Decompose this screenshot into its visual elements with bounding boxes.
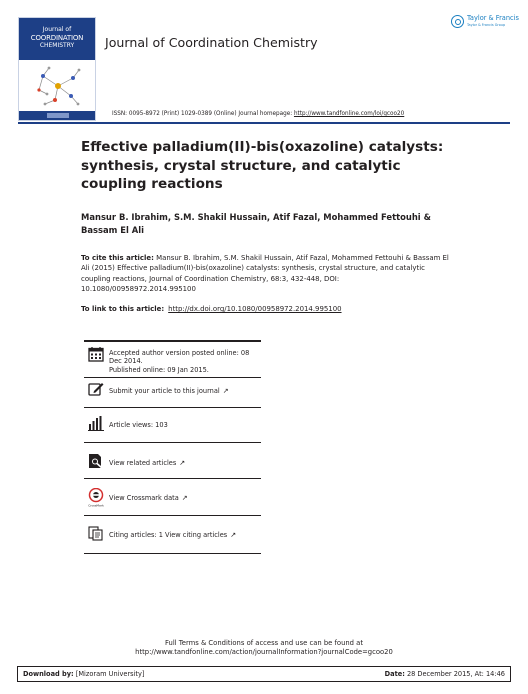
publisher-logo (451, 14, 519, 36)
citing-articles-icon (88, 525, 104, 541)
calendar-icon (88, 346, 104, 362)
article-doi-link[interactable]: http://dx.doi.org/10.1080/00958972.2014.995100 (168, 305, 342, 313)
citation-block (81, 253, 453, 294)
panel-divider (84, 407, 261, 408)
download-label: Download by: (23, 670, 74, 678)
panel-divider (84, 515, 261, 516)
accepted-date: Accepted author version posted online: 08 Dec 2014. (109, 349, 250, 366)
download-institution: [Mizoram University] (73, 670, 145, 678)
crossmark-label: View Crossmark data (109, 494, 179, 502)
panel-divider-bottom (84, 553, 261, 554)
panel-divider-top (84, 340, 261, 342)
terms-line1: Full Terms & Conditions of access and use can be found at (165, 639, 363, 647)
journal-cover-image (18, 17, 96, 121)
external-link-icon: ↗ (179, 459, 186, 467)
terms-notice (0, 639, 528, 657)
publisher-tagline: Taylor & Francis Group (467, 23, 506, 27)
citing-articles-label: Citing articles: 1 View citing articles (109, 531, 228, 539)
panel-divider (84, 442, 261, 443)
date-value: 28 December 2015, At: 14:46 (404, 670, 505, 678)
external-link-icon: ↗ (230, 531, 237, 539)
edit-icon (88, 381, 104, 397)
issn-line (112, 111, 404, 117)
crossmark-badge-label: CrossMark (88, 503, 104, 508)
cover-title-line1: Journal of (42, 26, 72, 33)
download-info (23, 670, 145, 678)
download-info-bar (17, 666, 511, 682)
cover-title-line3: CHEMISTRY (39, 42, 75, 49)
header-divider (18, 122, 510, 124)
terms-url[interactable]: http://www.tandfonline.com/action/journalInformation?journalCode=gcoo20 (135, 648, 393, 656)
related-articles-label: View related articles (109, 459, 177, 467)
cover-footer-band (19, 111, 95, 120)
publisher-logo-icon (451, 15, 464, 28)
crossmark-icon (88, 488, 104, 508)
published-date: Published online: 09 Jan 2015. (109, 365, 209, 374)
panel-divider (84, 377, 261, 378)
molecule-illustration (33, 64, 83, 108)
citation-text: Mansur B. Ibrahim, S.M. Shakil Hussain, Atif Fazal, Mohammed Fettouhi & Bassam El Ali (2015) Effective palladium(II)-bis(oxazoline) catalysts: synthesis, crystal structure, and catalytic coupling reactions, Journal of Coordination Chemistry, 68:3, 432-448, DOI: 10.1080/00958972.2014.995100 (81, 254, 449, 293)
cover-title-line2: COORDINATION (30, 34, 84, 42)
article-link-label: To link to this article: (81, 305, 165, 313)
article-title: Effective palladium(II)-bis(oxazoline) catalysts: synthesis, crystal structure, and catalytic coupling reactions (81, 139, 444, 192)
publisher-name: Taylor & Francis (467, 14, 519, 22)
journal-name: Journal of Coordination Chemistry (105, 35, 318, 50)
search-document-icon (88, 453, 104, 469)
submit-article-label: Submit your article to this journal (109, 387, 220, 395)
external-link-icon: ↗ (222, 387, 229, 395)
journal-homepage-link[interactable]: http://www.tandfonline.com/loi/gcoo20 (293, 111, 405, 117)
external-link-icon: ↗ (181, 494, 188, 502)
article-views-count: Article views: 103 (109, 421, 168, 429)
cover-publisher-logo (47, 113, 69, 118)
article-authors: Mansur B. Ibrahim, S.M. Shakil Hussain, Atif Fazal, Mohammed Fettouhi & Bassam El Ali (81, 212, 431, 235)
bar-chart-icon (88, 415, 104, 431)
article-link-line (81, 304, 461, 314)
panel-divider (84, 478, 261, 479)
date-label: Date: (384, 670, 405, 678)
download-date (385, 670, 505, 678)
issn-text: ISSN: 0095-8972 (Print) 1029-0389 (Online) Journal homepage: (112, 111, 294, 117)
citation-label: To cite this article: (81, 254, 154, 262)
